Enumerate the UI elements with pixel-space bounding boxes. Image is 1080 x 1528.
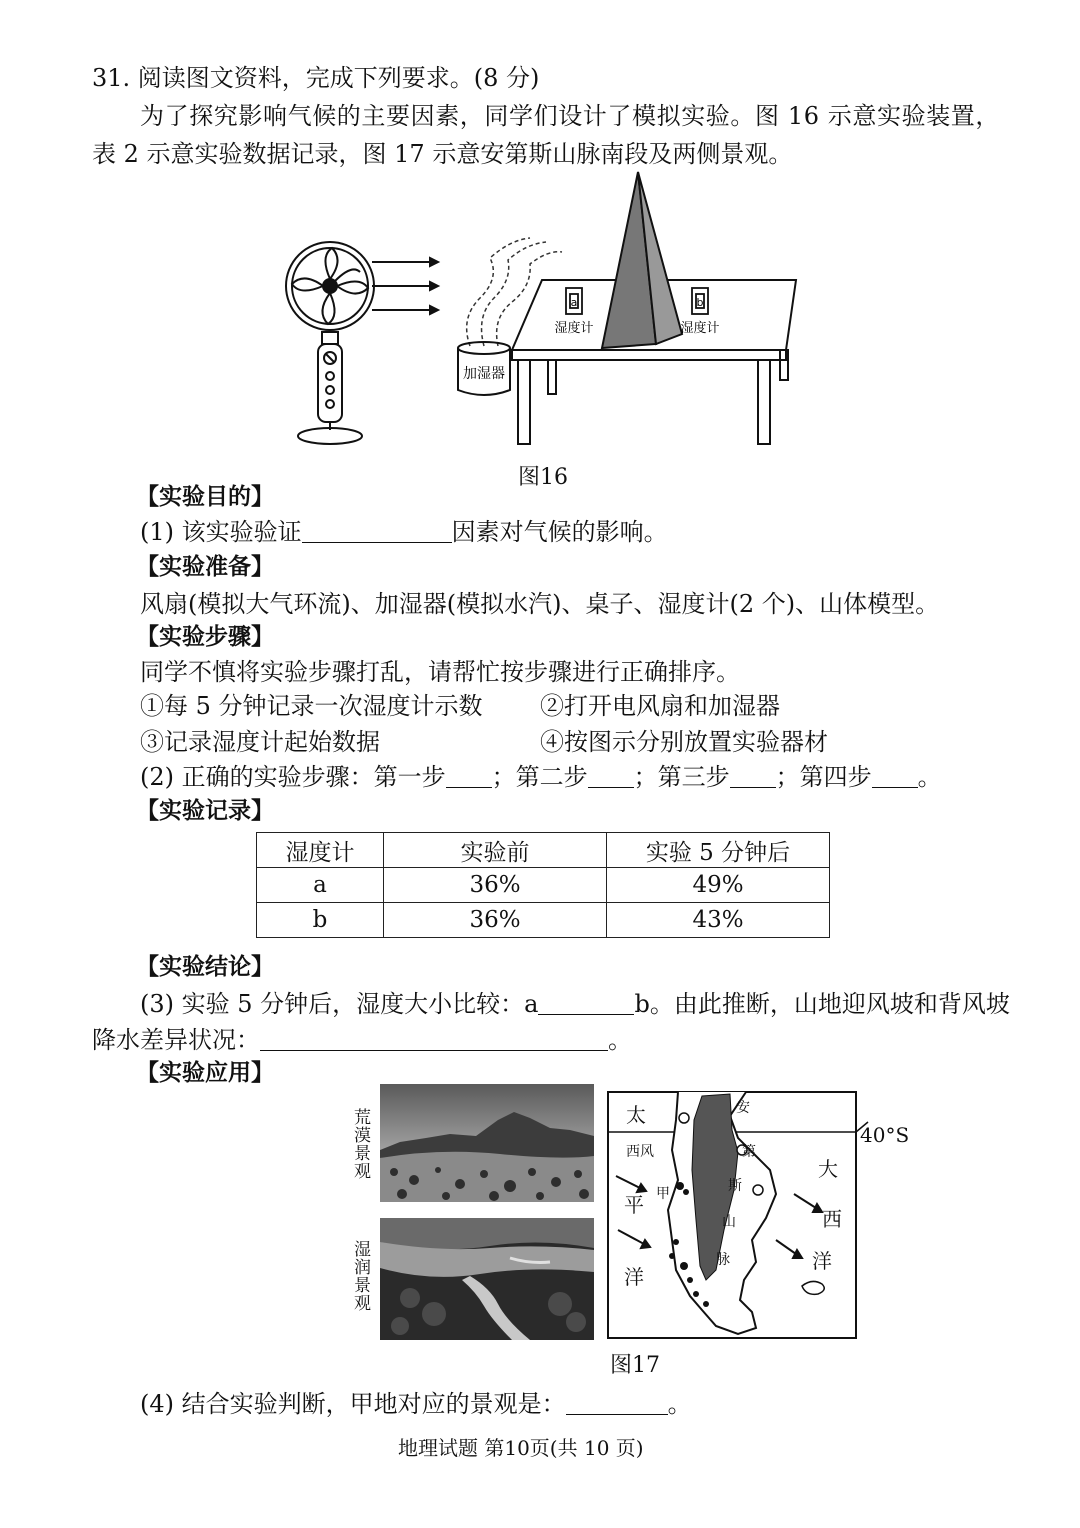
map-label-latitude: 40°S [860, 1123, 910, 1147]
table-cell: 49% [607, 868, 830, 903]
page-footer: 地理试题 第10页(共 10 页) [398, 1436, 644, 1460]
question-2 [140, 763, 942, 792]
intro-line-1: 为了探究影响气候的主要因素，同学们设计了模拟实验。图 16 示意实验装置， [140, 102, 1000, 130]
steps-intro: 同学不慎将实验步骤打乱，请帮忙按步骤进行正确排序。 [140, 658, 740, 686]
figure-17-map [606, 1090, 922, 1342]
q3-text-b: b。由此推断，山地迎风坡和背风坡 [634, 990, 1010, 1018]
vapor-lines [467, 238, 562, 346]
wet-landscape-photo [380, 1218, 594, 1340]
mountain-model-icon [602, 172, 682, 348]
figure-16-caption: 图16 [518, 465, 568, 490]
q3-precip-blank[interactable] [260, 1028, 608, 1051]
falkland-islands-shape [802, 1281, 824, 1294]
table-header: 湿度计 [257, 833, 384, 868]
map-label-atlantic-3: 洋 [812, 1249, 832, 1273]
table-cell: 36% [384, 903, 607, 938]
q4-answer-blank[interactable] [566, 1392, 668, 1415]
q3-compare-blank[interactable] [538, 992, 634, 1015]
hygrometer-b-label: 湿度计 [680, 321, 720, 336]
table-cell: b [257, 903, 384, 938]
hygrometer-a-label: 湿度计 [554, 321, 594, 336]
map-label-pacific-3: 洋 [624, 1265, 644, 1289]
q4-text-end: 。 [667, 1390, 692, 1418]
q3-text-c: 降水差异状况： [92, 1026, 260, 1054]
q1-text-b: 因素对气候的影响。 [451, 518, 668, 546]
purpose-heading: 【实验目的】 [136, 484, 274, 510]
figure-16-apparatus [280, 168, 820, 458]
prep-heading: 【实验准备】 [136, 554, 274, 580]
q2-blank-3[interactable] [730, 765, 776, 788]
map-label-jia: 甲 [656, 1186, 670, 1202]
question-1 [140, 518, 668, 547]
humidifier-label: 加湿器 [463, 366, 505, 382]
q1-answer-blank[interactable] [302, 520, 452, 543]
electric-fan-icon [286, 242, 374, 444]
map-label-pacific-1: 太 [626, 1103, 646, 1127]
table-row [257, 903, 830, 938]
q3-text-a: (3) 实验 5 分钟后，湿度大小比较：a [140, 990, 539, 1018]
table-cell: 43% [607, 903, 830, 938]
question-3-line-2 [92, 1026, 632, 1055]
q3-text-end: 。 [608, 1026, 632, 1054]
table-cell: a [257, 868, 384, 903]
step-2: ②打开电风扇和加湿器 [540, 692, 780, 720]
step-3: ③记录湿度计起始数据 [140, 728, 380, 756]
table-header: 实验前 [384, 833, 607, 868]
q2-text-end: 。 [917, 763, 942, 791]
intro-line-2: 表 2 示意实验数据记录，图 17 示意安第斯山脉南段及两侧景观。 [92, 140, 793, 168]
city-marker [753, 1185, 763, 1195]
q2-blank-4[interactable] [872, 765, 918, 788]
step-4: ④按图示分别放置实验器材 [540, 728, 828, 756]
map-label-andes-3: 斯 [728, 1178, 742, 1194]
wind-arrows [372, 258, 438, 314]
table-row [257, 868, 830, 903]
question-4 [140, 1390, 692, 1419]
prep-text: 风扇(模拟大气环流)、加湿器(模拟水汽)、桌子、湿度计(2 个)、山体模型。 [140, 590, 940, 618]
conclusion-heading: 【实验结论】 [136, 954, 274, 980]
question-3-line-1 [140, 990, 1010, 1019]
map-label-westerly: 西风 [626, 1144, 654, 1160]
map-label-andes-1: 安 [736, 1100, 750, 1116]
table-header-row [257, 833, 830, 868]
record-heading: 【实验记录】 [136, 798, 274, 824]
table-cell: 36% [384, 868, 607, 903]
q2-blank-2[interactable] [588, 765, 634, 788]
question-title: 31. 阅读图文资料，完成下列要求。(8 分) [92, 64, 540, 92]
q1-text-a: (1) 该实验验证 [140, 518, 302, 546]
table-header: 实验 5 分钟后 [607, 833, 830, 868]
map-label-atlantic-1: 大 [818, 1157, 838, 1181]
q2-text-d: ；第四步 [775, 763, 872, 791]
hygrometer-a-letter: a [570, 296, 578, 309]
map-label-andes-4: 山 [722, 1214, 736, 1230]
hygrometer-b-letter: b [696, 296, 704, 309]
q4-text: (4) 结合实验判断，甲地对应的景观是： [140, 1390, 566, 1418]
steps-heading: 【实验步骤】 [136, 624, 274, 650]
figure-17-caption: 图17 [610, 1353, 660, 1378]
data-table [256, 832, 830, 938]
apply-heading: 【实验应用】 [136, 1060, 274, 1086]
wet-landscape-label: 湿润景观 [350, 1240, 370, 1312]
q2-text-a: (2) 正确的实验步骤：第一步 [140, 763, 446, 791]
q2-text-b: ；第二步 [491, 763, 588, 791]
step-1: ①每 5 分钟记录一次湿度计示数 [140, 692, 483, 720]
desert-landscape-photo [380, 1084, 594, 1202]
map-label-pacific-2: 平 [624, 1193, 644, 1217]
map-label-atlantic-2: 西 [822, 1207, 842, 1231]
q2-text-c: ；第三步 [633, 763, 730, 791]
desert-landscape-label: 荒漠景观 [350, 1108, 370, 1180]
city-marker [679, 1113, 689, 1123]
map-label-andes-5: 脉 [716, 1252, 730, 1268]
q2-blank-1[interactable] [446, 765, 492, 788]
map-label-andes-2: 第 [742, 1144, 756, 1160]
